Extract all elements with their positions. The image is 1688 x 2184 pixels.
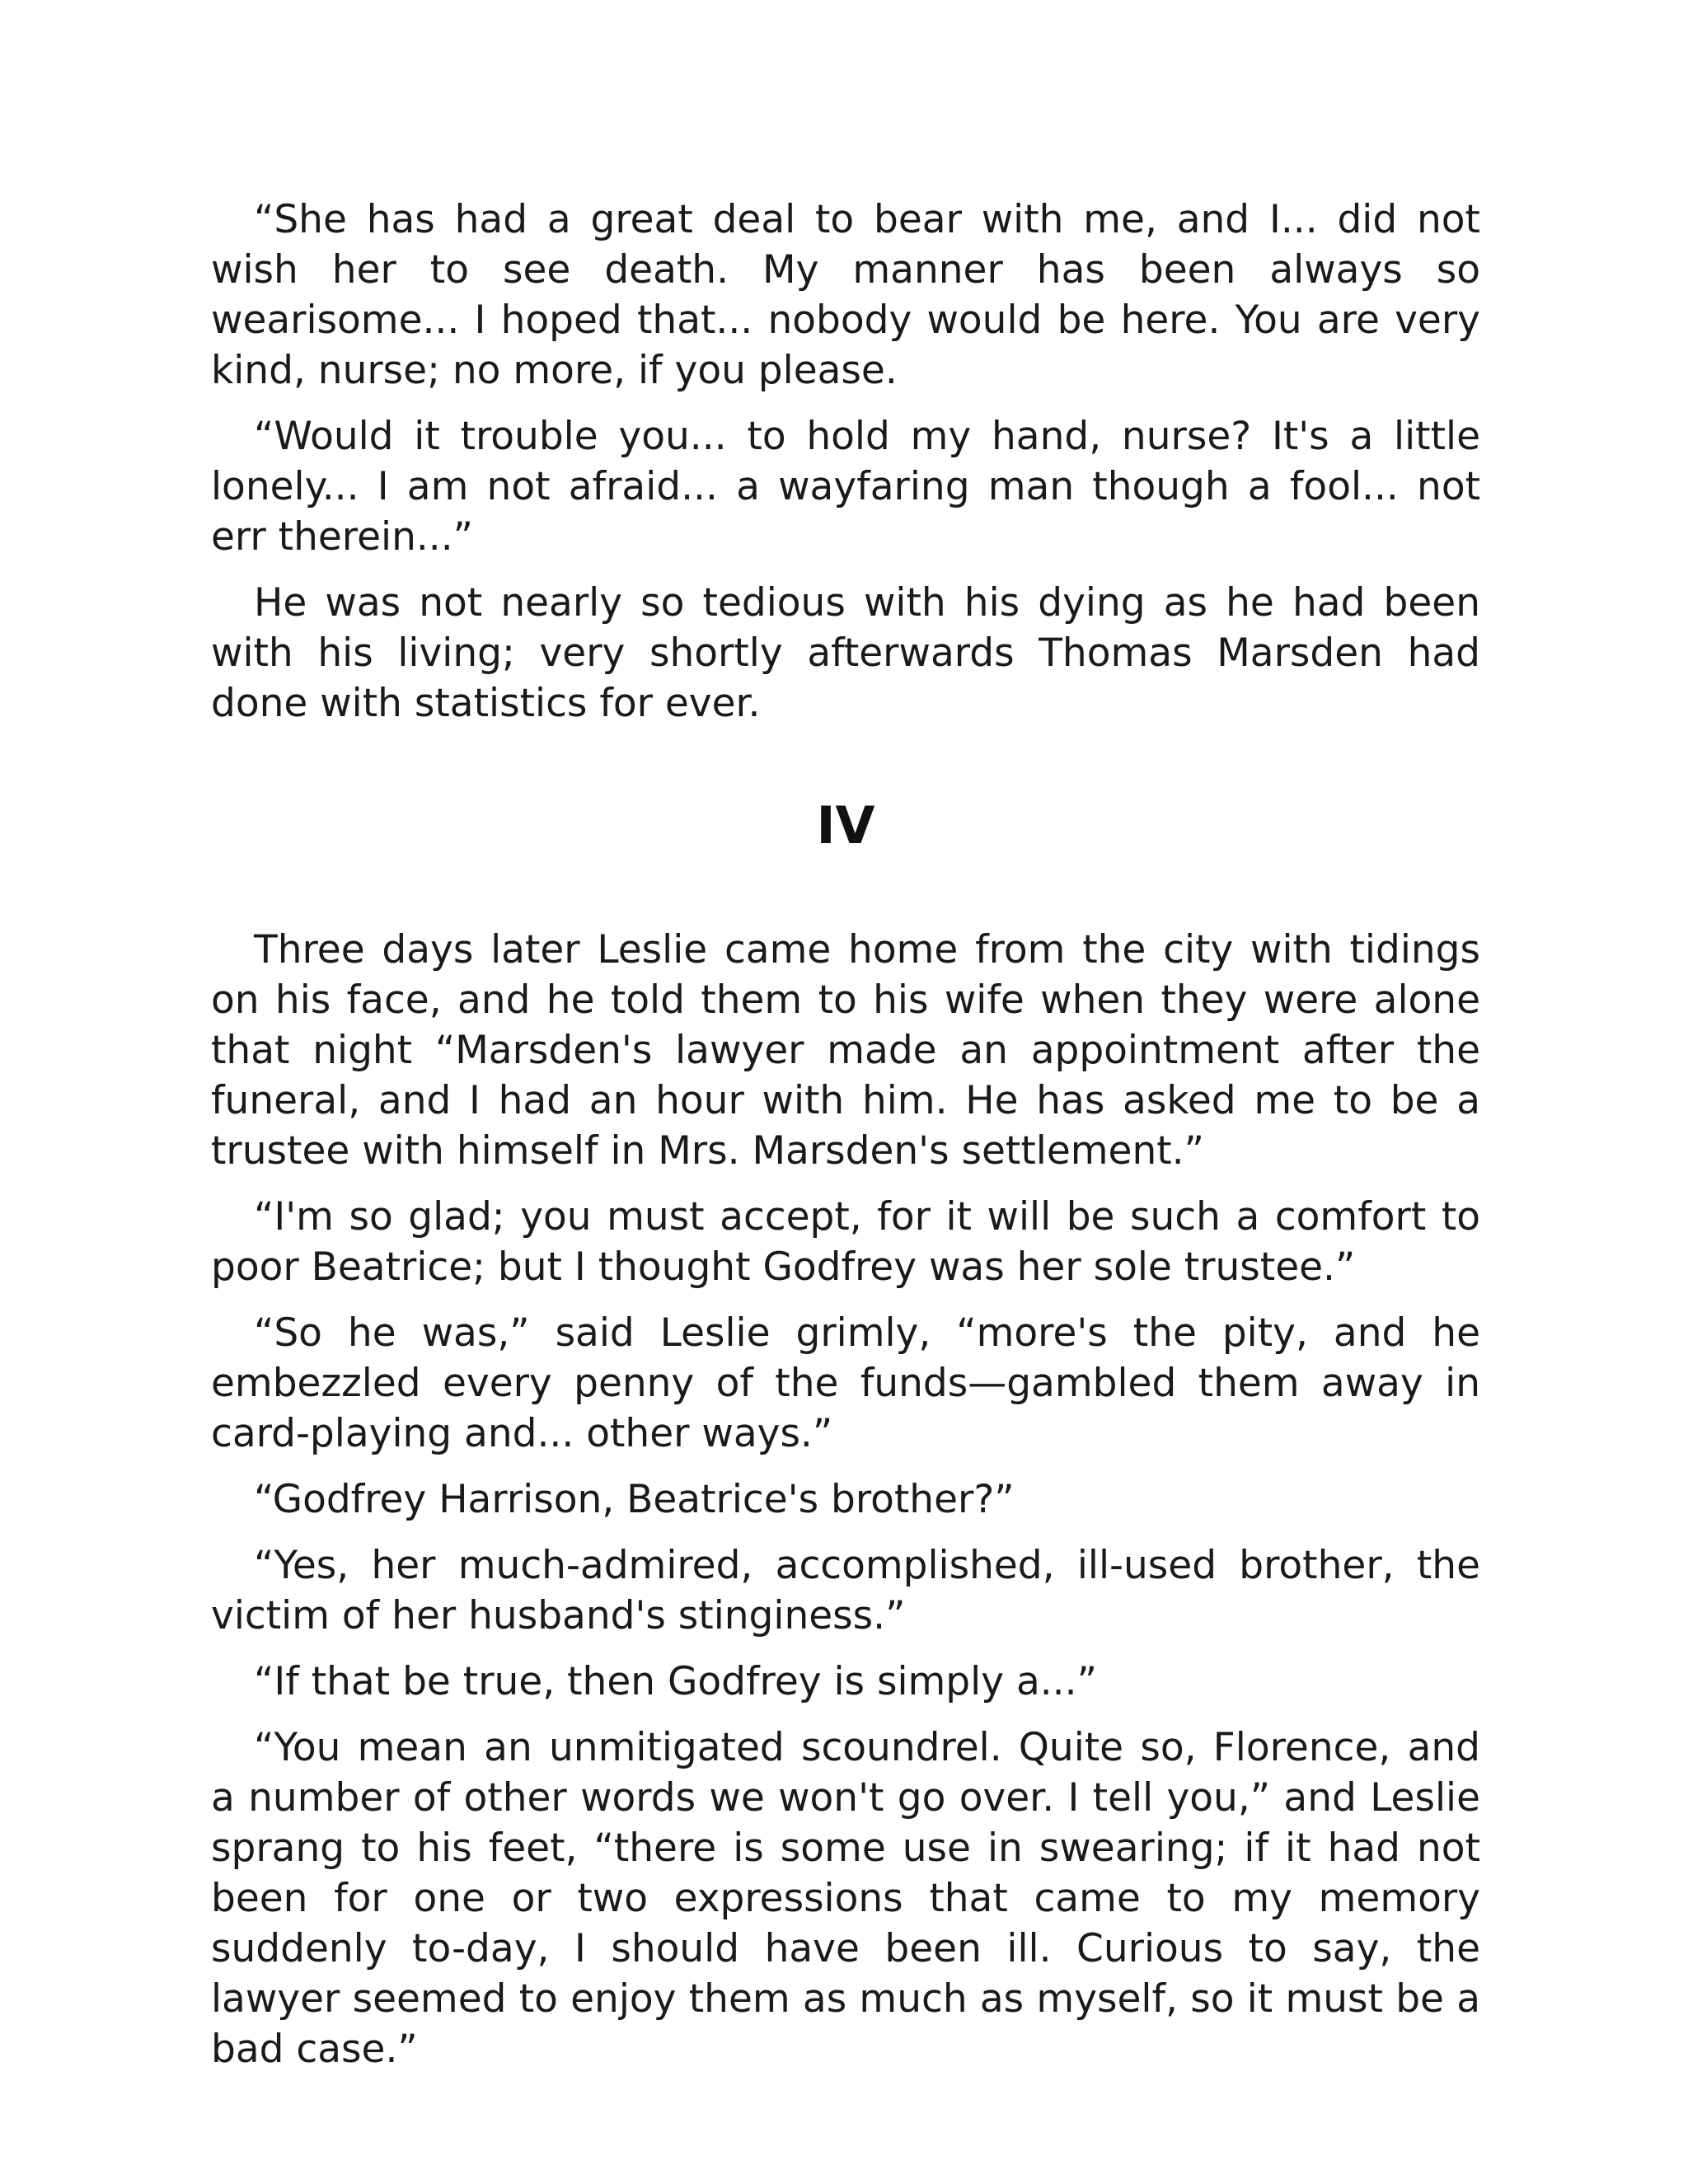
book-page [211, 194, 1480, 2090]
paragraph: “Would it trouble you... to hold my hand, nurse? It's a little lonely... I am not afraid... a wayfaring man though a fool... not err therein...” [211, 414, 1480, 560]
paragraph: “You mean an unmitigated scoundrel. Quite so, Florence, and a number of other words we won't go over. I tell you,” and Leslie sprang to his feet, “there is some use in swearing; if it had not been for one or two expressions that came to my memory suddenly to-day, I should have been ill. Curious to say, the lawyer seemed to enjoy them as much as myself, so it must be a bad case.” [211, 1725, 1480, 2072]
paragraph: He was not nearly so tedious with his dying as he had been with his living; very shortly afterwards Thomas Marsden had done with statistics for ever. [211, 580, 1480, 726]
paragraph: “Godfrey Harrison, Beatrice's brother?” [254, 1477, 1015, 1522]
paragraph: “I'm so glad; you must accept, for it will be such a comfort to poor Beatrice; but I thought Godfrey was her sole trustee.” [211, 1194, 1480, 1290]
paragraph: “She has had a great deal to bear with me, and I... did not wish her to see death. My manner has been always so wearisome... I hoped that... nobody would be here. You are very kind, nurse; no more, if you please. [211, 197, 1480, 393]
paragraph: Three days later Leslie came home from the city with tidings on his face, and he told them to his wife when they were alone that night “Marsden's lawyer made an appointment after the funeral, and I had an hour with him. He has asked me to be a trustee with himself in Mrs. Marsden's settlement.” [211, 927, 1480, 1174]
section-heading: IV [816, 795, 875, 855]
paragraph: “Yes, her much-admired, accomplished, ill-used brother, the victim of her husband's stinginess.” [211, 1543, 1480, 1638]
paragraph: “So he was,” said Leslie grimly, “more's the pity, and he embezzled every penny of the funds—gambled them away in card-playing and... other ways.” [211, 1310, 1480, 1456]
paragraph: “If that be true, then Godfrey is simply a...” [254, 1659, 1097, 1704]
